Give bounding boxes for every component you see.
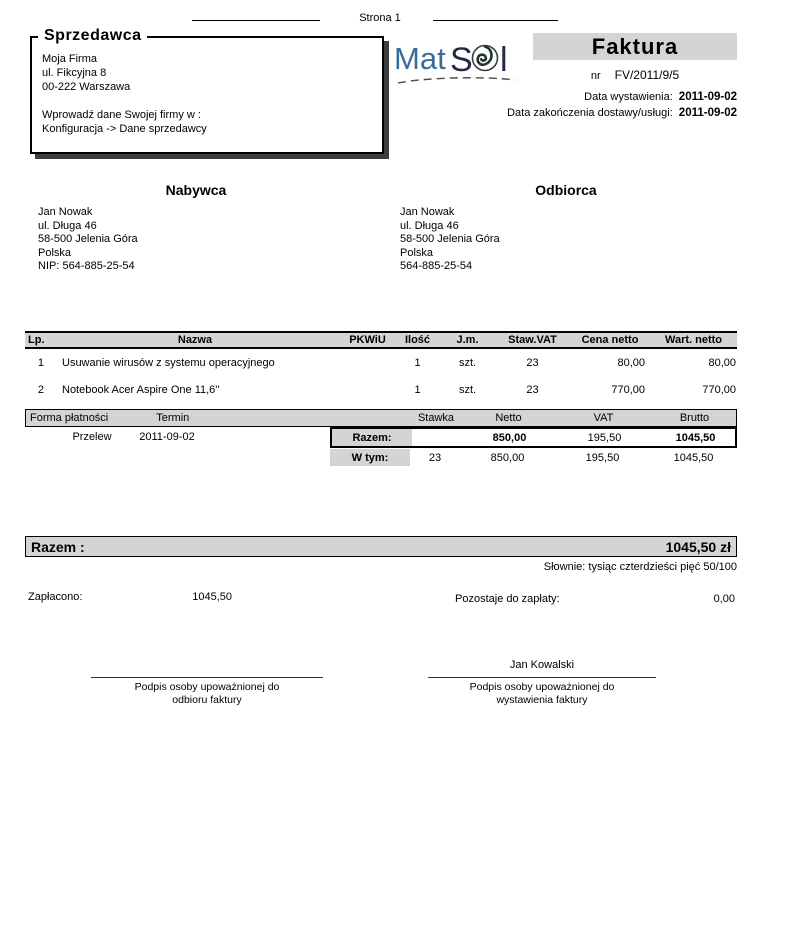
row-unit: szt.: [458, 383, 477, 396]
payment-section: [25, 409, 737, 464]
row-lp: 2: [37, 383, 44, 396]
issuer-caption-line1: Podpis osoby upoważnionej do: [469, 681, 615, 693]
invoice-number-value: FV/2011/9/5: [614, 68, 680, 82]
header-rule-right: [433, 20, 558, 21]
header-pkwiu: PKWiU: [349, 334, 386, 346]
table-row: [25, 349, 737, 376]
vat-summary: [330, 427, 737, 466]
logo-text-s: S: [450, 41, 473, 79]
header-ilosc: Ilość: [404, 334, 431, 346]
grand-total-value: 1045,50 zł: [665, 538, 731, 555]
issuer-name: Jan Kowalski: [509, 659, 575, 671]
row-name: Usuwanie wirusów z systemu operacyjnego: [62, 356, 275, 369]
seller-company: Moja Firma: [42, 53, 98, 65]
receiver-nip: 564-885-25-54: [400, 260, 473, 272]
header-lp: Lp.: [28, 334, 45, 346]
seller-box: [30, 27, 384, 154]
invoice-number-label: nr: [590, 70, 601, 82]
buyer-address: [38, 206, 138, 274]
row-qty: 1: [414, 383, 421, 396]
issue-date-value: 2011-09-02: [678, 91, 737, 103]
razem-brutto: 1045,50: [675, 431, 716, 444]
razem-vat: 195,50: [587, 431, 622, 444]
header-nazwa: Nazwa: [177, 334, 213, 346]
summary-header-stawka: Stawka: [417, 412, 455, 424]
issuer-signature-caption: [428, 681, 656, 707]
receiver-address: [400, 206, 500, 274]
buyer-name: Jan Nowak: [38, 206, 93, 218]
row-price: 770,00: [611, 383, 645, 396]
row-vat: 23: [526, 356, 539, 369]
summary-wtym-row: [330, 449, 737, 466]
header-rule-left: [192, 20, 320, 21]
logo-text-mat: Mat: [394, 41, 446, 76]
wtym-netto: 850,00: [490, 451, 525, 464]
seller-title: Sprzedawca: [38, 27, 147, 45]
receiver-title: Odbiorca: [535, 182, 597, 198]
matsol-logo: [394, 34, 520, 90]
logo-underline: [398, 78, 515, 83]
invoice-number-row: [533, 68, 737, 82]
payment-form-label: Forma płatności: [30, 412, 109, 424]
seller-hint-line2: Konfiguracja -> Dane sprzedawcy: [42, 123, 207, 135]
receiver-name: Jan Nowak: [400, 206, 455, 218]
issue-date-row: [584, 91, 737, 103]
due-value: 0,00: [713, 593, 735, 605]
issuer-caption-line2: wystawienia faktury: [496, 694, 588, 706]
payment-term-label: Termin: [156, 412, 190, 424]
wtym-brutto: 1045,50: [673, 451, 714, 464]
buyer-country: Polska: [38, 246, 72, 259]
receiver-signature-line: [91, 677, 323, 678]
summary-header-vat: VAT: [593, 412, 614, 424]
receiver-city: 58-500 Jelenia Góra: [400, 233, 500, 245]
delivery-date-row: [507, 107, 737, 119]
razem-label: Razem:: [332, 429, 412, 446]
wtym-stawka: 23: [428, 451, 442, 464]
summary-header-brutto: Brutto: [679, 412, 710, 424]
matsol-logo-graphic: [394, 34, 520, 90]
grand-total-bar: [25, 536, 737, 557]
row-unit: szt.: [458, 356, 477, 369]
delivery-date-label: Data zakończenia dostawy/usługi:: [507, 107, 673, 119]
paid-value: 1045,50: [192, 591, 232, 603]
seller-street: ul. Fikcyjna 8: [42, 67, 107, 79]
row-value: 770,00: [702, 383, 736, 396]
summary-razem-row: [330, 427, 737, 448]
header-wart-netto: Wart. netto: [664, 334, 723, 346]
row-price: 80,00: [617, 356, 645, 369]
seller-hint-line1: Wprowadź dane Swojej firmy w :: [42, 109, 201, 121]
delivery-date-value: 2011-09-02: [678, 107, 737, 119]
receiver-signature-caption: [91, 681, 323, 707]
receiver-caption-line1: Podpis osoby upoważnionej do: [134, 681, 280, 693]
buyer-title: Nabywca: [165, 182, 227, 198]
buyer-street: ul. Długa 46: [38, 219, 97, 232]
header-stawvat: Staw.VAT: [508, 334, 557, 346]
issue-date-label: Data wystawienia:: [584, 91, 673, 103]
row-lp: 1: [37, 356, 44, 369]
buyer-nip: NIP: 564-885-25-54: [38, 260, 135, 272]
grand-total-label: Razem :: [31, 538, 85, 555]
payment-term-value: 2011-09-02: [139, 431, 195, 443]
paid-label: Zapłacono:: [28, 591, 83, 603]
header-cena-netto: Cena netto: [581, 334, 639, 346]
items-table: [25, 331, 737, 403]
issuer-signature-line: [428, 677, 656, 678]
table-row: [25, 376, 737, 403]
wtym-label: W tym:: [330, 449, 410, 466]
payment-header: [25, 409, 737, 427]
razem-netto: 850,00: [492, 431, 527, 444]
receiver-street: ul. Długa 46: [400, 219, 459, 232]
items-table-header: [25, 331, 737, 349]
row-value: 80,00: [708, 356, 736, 369]
page-number: Strona 1: [359, 12, 401, 24]
buyer-city: 58-500 Jelenia Góra: [38, 233, 138, 245]
due-label: Pozostaje do zapłaty:: [455, 593, 560, 605]
row-vat: 23: [526, 383, 539, 396]
header-jm: J.m.: [456, 334, 479, 346]
logo-text-l: l: [500, 41, 508, 79]
receiver-caption-line2: odbioru faktury: [172, 694, 242, 706]
wtym-vat: 195,50: [585, 451, 620, 464]
payment-form-value: Przelew: [72, 431, 112, 443]
summary-header-netto: Netto: [495, 412, 522, 424]
amount-in-words: Słownie: tysiąc czterdzieści pięć 50/100: [543, 561, 737, 573]
invoice-title: Faktura: [533, 33, 737, 60]
receiver-country: Polska: [400, 246, 434, 259]
row-qty: 1: [414, 356, 421, 369]
row-name: Notebook Acer Aspire One 11,6'': [62, 383, 220, 396]
logo-swirl-icon: [473, 46, 498, 71]
seller-city: 00-222 Warszawa: [42, 81, 131, 93]
